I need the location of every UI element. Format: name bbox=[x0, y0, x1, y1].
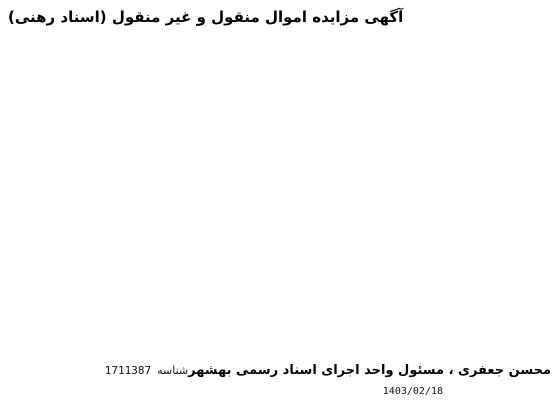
notice-title: آگهی مزایده اموال منقول و غیر منقول (اسناد رهنی) bbox=[8, 8, 404, 26]
notice-number-value: 1711387 bbox=[104, 364, 152, 377]
notice-date: 1403/02/18 bbox=[382, 386, 443, 397]
notice-body bbox=[8, 30, 551, 362]
footer-signature-row bbox=[8, 359, 551, 383]
signatory: محسن جعفری ، مسئول واحد اجرای اسناد رسمی بهشهر bbox=[188, 363, 551, 378]
footer-date-row bbox=[8, 383, 551, 401]
notice-number bbox=[105, 359, 188, 383]
notice-number-label: شناسه bbox=[157, 364, 189, 377]
notice-footer bbox=[8, 359, 551, 403]
title-row bbox=[8, 6, 551, 28]
